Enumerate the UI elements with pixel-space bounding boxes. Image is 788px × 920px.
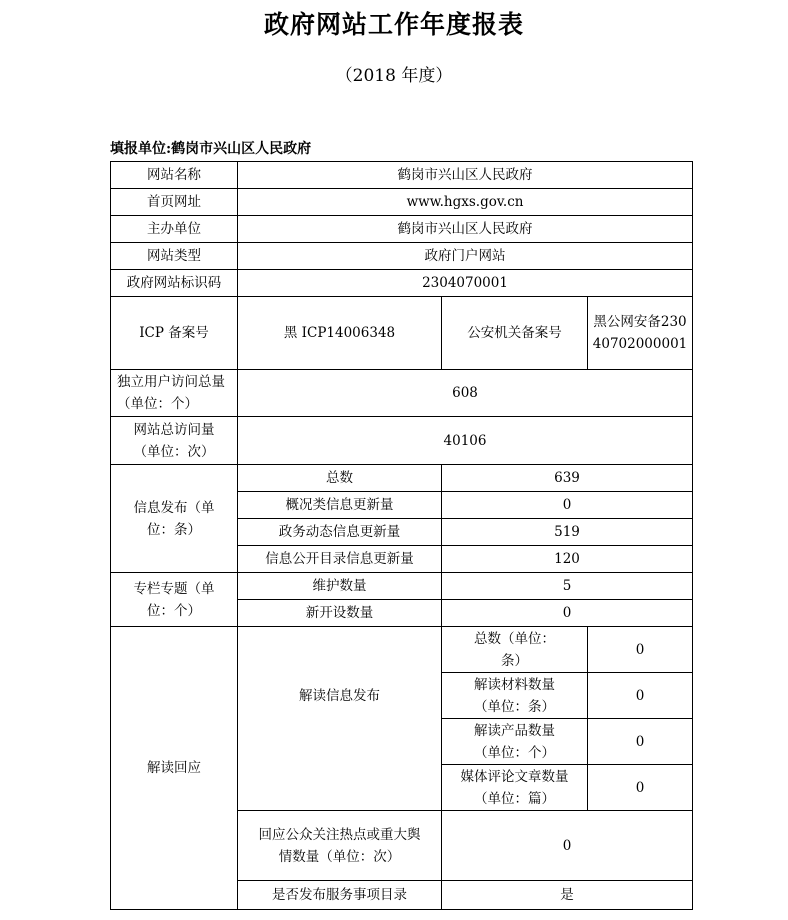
news-update-value: 519 xyxy=(442,519,693,546)
interp-product-label: 解读产品数量（单位：个） xyxy=(442,719,588,765)
media-article-value: 0 xyxy=(588,765,693,811)
site-type-value: 政府门户网站 xyxy=(238,243,693,270)
info-total-value: 639 xyxy=(442,465,693,492)
interp-material-label: 解读材料数量（单位：条） xyxy=(442,673,588,719)
service-catalog-label: 是否发布服务事项目录 xyxy=(238,881,442,910)
police-record-value: 黑公网安备23040702000001 xyxy=(588,297,693,370)
hotspot-response-label: 回应公众关注热点或重大舆情数量（单位：次） xyxy=(238,811,442,881)
homepage-value: www.hgxs.gov.cn xyxy=(238,189,693,216)
table-row xyxy=(111,297,693,370)
report-title: 政府网站工作年度报表 xyxy=(263,10,524,39)
maintained-count-value: 5 xyxy=(442,573,693,600)
site-id-value: 2304070001 xyxy=(238,270,693,297)
interpretation-publish-label: 解读信息发布 xyxy=(238,627,442,811)
media-article-label: 媒体评论文章数量（单位：篇） xyxy=(442,765,588,811)
site-id-label: 政府网站标识码 xyxy=(111,270,238,297)
total-visits-label: 网站总访问量（单位：次） xyxy=(111,417,238,465)
news-update-label: 政务动态信息更新量 xyxy=(238,519,442,546)
icp-label: ICP 备案号 xyxy=(111,297,238,370)
homepage-label: 首页网址 xyxy=(111,189,238,216)
service-catalog-value: 是 xyxy=(442,881,693,910)
interpretation-label: 解读回应 xyxy=(111,627,238,910)
sponsor-label: 主办单位 xyxy=(111,216,238,243)
site-name-value: 鹤岗市兴山区人民政府 xyxy=(238,162,693,189)
table-row xyxy=(111,189,693,216)
table-row xyxy=(111,370,693,417)
total-visits-value: 40106 xyxy=(238,417,693,465)
table-row xyxy=(111,162,693,189)
new-topics-value: 0 xyxy=(442,600,693,627)
site-name-label: 网站名称 xyxy=(111,162,238,189)
catalog-update-value: 120 xyxy=(442,546,693,573)
interp-material-value: 0 xyxy=(588,673,693,719)
report-year: （2018 年度） xyxy=(335,66,453,86)
filing-unit-label: 填报单位:鹤岗市兴山区人民政府 xyxy=(110,141,312,157)
table-row xyxy=(111,270,693,297)
table-row xyxy=(111,417,693,465)
police-record-label: 公安机关备案号 xyxy=(442,297,588,370)
unique-visitors-label: 独立用户访问总量（单位：个） xyxy=(111,370,238,417)
interp-total-label: 总数（单位：条） xyxy=(442,627,588,673)
new-topics-label: 新开设数量 xyxy=(238,600,442,627)
icp-value: 黑 ICP14006348 xyxy=(238,297,442,370)
catalog-update-label: 信息公开目录信息更新量 xyxy=(238,546,442,573)
special-topics-label: 专栏专题（单位：个） xyxy=(111,573,238,627)
unique-visitors-value: 608 xyxy=(238,370,693,417)
info-publish-label: 信息发布（单位：条） xyxy=(111,465,238,573)
hotspot-response-value: 0 xyxy=(442,811,693,881)
info-total-label: 总数 xyxy=(238,465,442,492)
interp-total-value: 0 xyxy=(588,627,693,673)
overview-update-label: 概况类信息更新量 xyxy=(238,492,442,519)
interp-product-value: 0 xyxy=(588,719,693,765)
sponsor-value: 鹤岗市兴山区人民政府 xyxy=(238,216,693,243)
table-row xyxy=(111,627,693,673)
table-row xyxy=(111,465,693,492)
table-row xyxy=(111,573,693,600)
table-row xyxy=(111,216,693,243)
report-table xyxy=(110,161,693,910)
overview-update-value: 0 xyxy=(442,492,693,519)
maintained-count-label: 维护数量 xyxy=(238,573,442,600)
table-row xyxy=(111,243,693,270)
site-type-label: 网站类型 xyxy=(111,243,238,270)
